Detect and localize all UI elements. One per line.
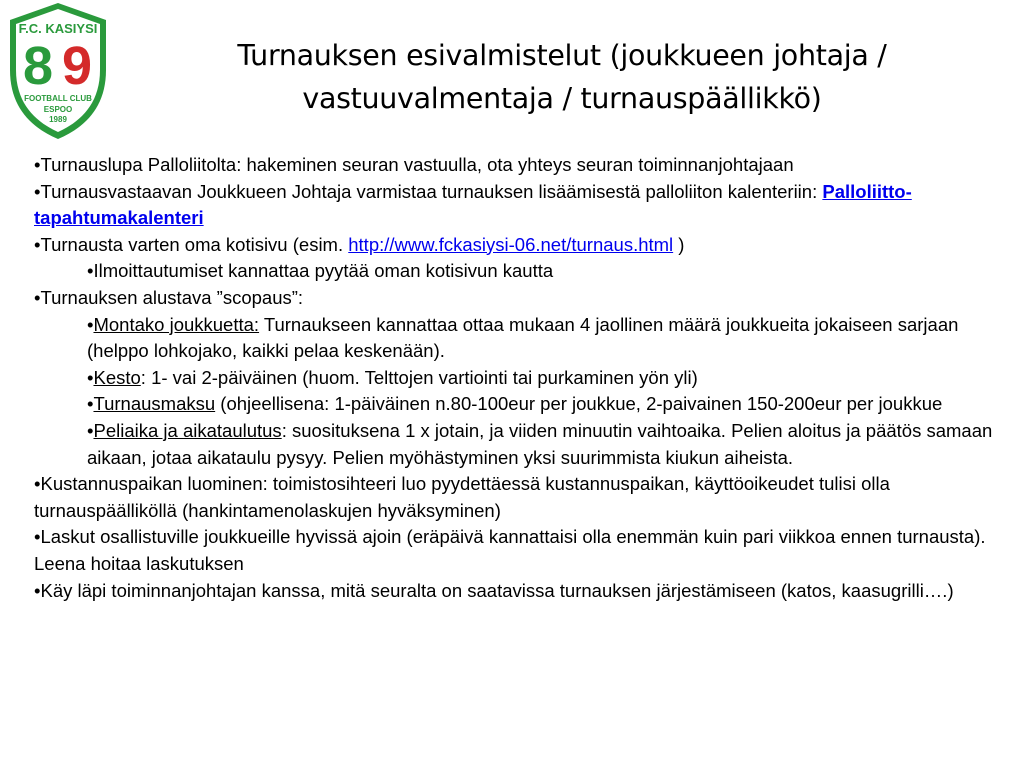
bullet-duration-head: Kesto — [93, 366, 141, 388]
bullet-duration-marker: • — [87, 366, 94, 388]
bullet-calendar-text: •Turnausvastaavan Joukkueen Johtaja varmistaa turnauksen lisäämisestä palloliiton kalenteriin: — [34, 180, 823, 202]
logo-line2: ESPOO — [43, 105, 73, 114]
bullet-tournament-permit: •Turnauslupa Palloliitolta: hakeminen seuran vastuulla, ota yhteys seuran toiminnanjohtajaan — [34, 154, 794, 175]
bullet-schedule — [87, 418, 994, 471]
palloliitto-calendar-link[interactable]: Palloliitto-tapahtumakalenteri — [34, 180, 912, 229]
bullet-team-count-text: Turnaukseen kannattaa ottaa mukaan 4 jaollinen määrä joukkueita jokaiseen sarjaan (helppo lohkojako, kaikki pelaa keskenään). — [87, 313, 959, 362]
bullet-review: •Käy läpi toiminnanjohtajan kanssa, mitä seuralta on saatavissa turnauksen järjestämiseen (katos, kaasugrilli….) — [34, 579, 954, 601]
bullet-duration-text: : 1- vai 2-päiväinen (huom. Telttojen vartiointi tai purkaminen yön yli) — [140, 366, 698, 388]
bullet-fee-text: (ohjeellisena: 1-päiväinen n.80-100eur per joukkue, 2-paivainen 150-200eur per joukkue — [215, 393, 943, 415]
bullet-homepage-end: ) — [673, 233, 685, 255]
logo-number-left: 8 — [22, 36, 54, 96]
bullet-fee-head: Turnausmaksu — [93, 393, 216, 415]
bullet-team-count-marker: • — [87, 313, 94, 335]
logo-line3: 1989 — [49, 115, 67, 124]
bullet-fee — [87, 391, 994, 418]
logo-number-right: 9 — [61, 36, 93, 96]
tournament-page-link[interactable]: http://www.fckasiysi-06.net/turnaus.html — [348, 233, 674, 255]
bullet-duration — [87, 365, 994, 392]
bullet-homepage-text: •Turnausta varten oma kotisivu (esim. — [34, 233, 349, 255]
bullet-cost-center: •Kustannuspaikan luominen: toimistosihteeri luo pyydettäessä kustannuspaikan, käyttöoikeudet tulisi olla turnauspäälliköllä (hankintamenolaskujen hyväksyminen) — [34, 473, 890, 521]
bullet-schedule-marker: • — [87, 419, 94, 441]
bullet-homepage — [34, 232, 994, 259]
bullet-schedule-head: Peliaika ja aikataulutus — [93, 419, 282, 441]
bullet-fee-marker: • — [87, 393, 94, 415]
logo-line1: FOOTBALL CLUB — [24, 94, 92, 103]
bullet-team-count — [87, 312, 994, 365]
slide-body — [34, 152, 994, 604]
bullet-calendar — [34, 179, 994, 232]
bullet-team-count-head: Montako joukkuetta: — [93, 313, 260, 335]
logo-top-text: F.C. KASIYSI — [18, 21, 98, 36]
bullet-registration: •Ilmoittautumiset kannattaa pyytää oman kotisivun kautta — [87, 260, 554, 282]
bullet-invoices: •Laskut osallistuville joukkueille hyvissä ajoin (eräpäivä kannattaisi olla enemmän kuin pari viikkoa ennen turnausta). Leena hoitaa laskutuksen — [34, 526, 986, 574]
bullet-schedule-text: : suosituksena 1 x jotain, ja viiden minuutin vaihtoaika. Pelien aloitus ja päätös samaan aikaan, jotaa aikataulu pysyy. Pelien myöhästyminen yksi suurimmista kiukun aiheista. — [87, 419, 993, 468]
club-logo-icon — [6, 0, 110, 142]
slide-title: Turnauksen esivalmistelut (joukkueen johtaja / vastuuvalmentaja / turnauspäällikkö) — [237, 39, 887, 115]
bullet-scoping: •Turnauksen alustava ”scopaus”: — [34, 286, 304, 308]
